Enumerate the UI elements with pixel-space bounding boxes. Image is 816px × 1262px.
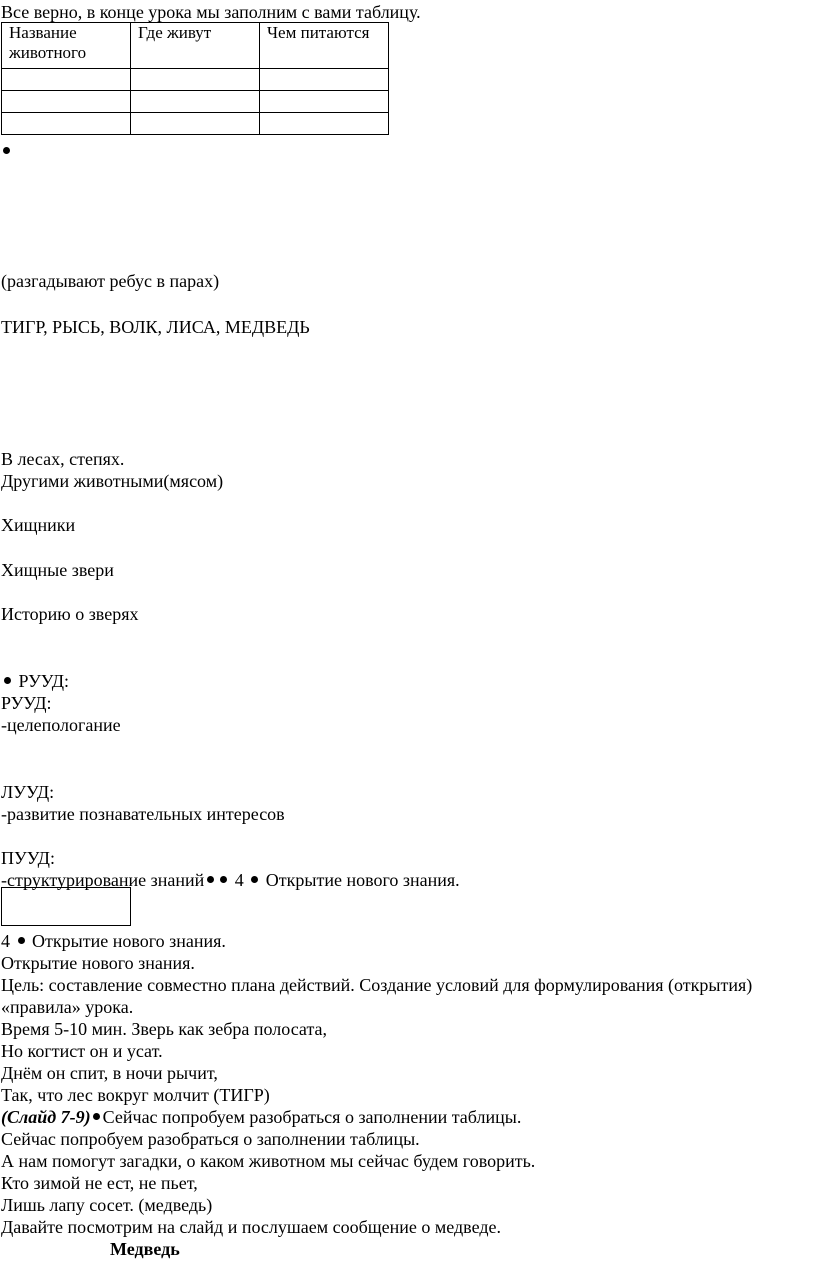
ruud-bullet-line [1, 670, 69, 692]
riddle-1-line-4: Так, что лес вокруг молчит (ТИГР) [1, 1085, 270, 1105]
stage-title: Открытие нового знания. [32, 931, 226, 951]
answer-predators: Хищники [1, 515, 76, 535]
riddle-1-line-2: Но когтист он и усат. [1, 1041, 163, 1061]
animals-table [1, 22, 389, 135]
animals-list: ТИГР, РЫСЬ, ВОЛК, ЛИСА, МЕДВЕДЬ [1, 317, 310, 337]
rebus-note: (разгадывают ребус в парах) [1, 271, 220, 291]
goal-line-2: «правила» урока. [1, 997, 134, 1017]
table-cell [2, 91, 131, 113]
luud-label: ЛУУД: [1, 782, 55, 802]
intro-text: Все верно, в конце урока мы заполним с вами таблицу. [1, 2, 421, 22]
table-cell [2, 113, 131, 135]
look-slide-text: Давайте посмотрим на слайд и послушаем сообщение о медведе. [1, 1217, 501, 1237]
table-row [2, 113, 389, 135]
slide-reference: (Слайд 7-9) [1, 1107, 91, 1127]
empty-box [1, 887, 131, 926]
answer-predatory-beasts: Хищные звери [1, 560, 114, 580]
ruud-label: РУУД: [1, 693, 52, 713]
riddle-1-line-1: Время 5-10 мин. Зверь как зебра полосата, [1, 1019, 328, 1039]
stage-number: 4 [234, 870, 244, 890]
ruud-bullet-label: РУУД: [18, 671, 70, 691]
try-table-plain: Сейчас попробуем разобраться о заполнении таблицы. [1, 1129, 420, 1149]
stage-title: Открытие нового знания. [265, 870, 460, 890]
table-cell [2, 69, 131, 91]
table-cell [131, 113, 260, 135]
bullet-icon [3, 140, 10, 162]
answer-habitat: В лесах, степях. [1, 449, 125, 469]
ruud-item: -целепологание [1, 715, 121, 735]
table-header-cell: Название животного [2, 23, 131, 69]
stage-number: 4 [1, 931, 10, 951]
riddles-help: А нам помогут загадки, о каком животном мы сейчас будем говорить. [1, 1151, 536, 1171]
luud-item: -развитие познавательных интересов [1, 804, 285, 824]
bullet-icon [18, 937, 25, 944]
table-cell [131, 69, 260, 91]
table-header-cell: Где живут [131, 23, 260, 69]
answer-story: Историю о зверях [1, 604, 139, 624]
table-cell [260, 69, 389, 91]
riddle-2-line-2: Лишь лапу сосет. (медведь) [1, 1195, 213, 1215]
table-cell [260, 91, 389, 113]
try-table-text: Сейчас попробуем разобраться о заполнении таблицы. [102, 1107, 522, 1127]
puud-item: -структурирование знаний [1, 870, 205, 890]
goal-line-1: Цель: составление совместно плана действий. Создание условий для формулирования (открытия) [1, 975, 753, 995]
table-cell [260, 113, 389, 135]
bullet-icon [4, 677, 11, 684]
table-cell [131, 91, 260, 113]
puud-label: ПУУД: [1, 848, 55, 868]
table-header-cell: Чем питаются [260, 23, 389, 69]
stage-title-plain: Открытие нового знания. [1, 953, 195, 973]
bullet-icon [93, 1113, 100, 1120]
table-header-row [2, 23, 389, 69]
slide-line [1, 1106, 521, 1128]
riddle-2-line-1: Кто зимой не ест, не пьет, [1, 1173, 198, 1193]
bear-heading: Медведь [110, 1239, 180, 1259]
bullet-icon [251, 876, 258, 883]
stage-line [1, 930, 226, 952]
bullet-icon [207, 876, 214, 883]
table-row [2, 69, 389, 91]
answer-food: Другими животными(мясом) [1, 471, 224, 491]
riddle-1-line-3: Днём он спит, в ночи рычит, [1, 1063, 218, 1083]
bullet-icon [220, 876, 227, 883]
table-row [2, 91, 389, 113]
